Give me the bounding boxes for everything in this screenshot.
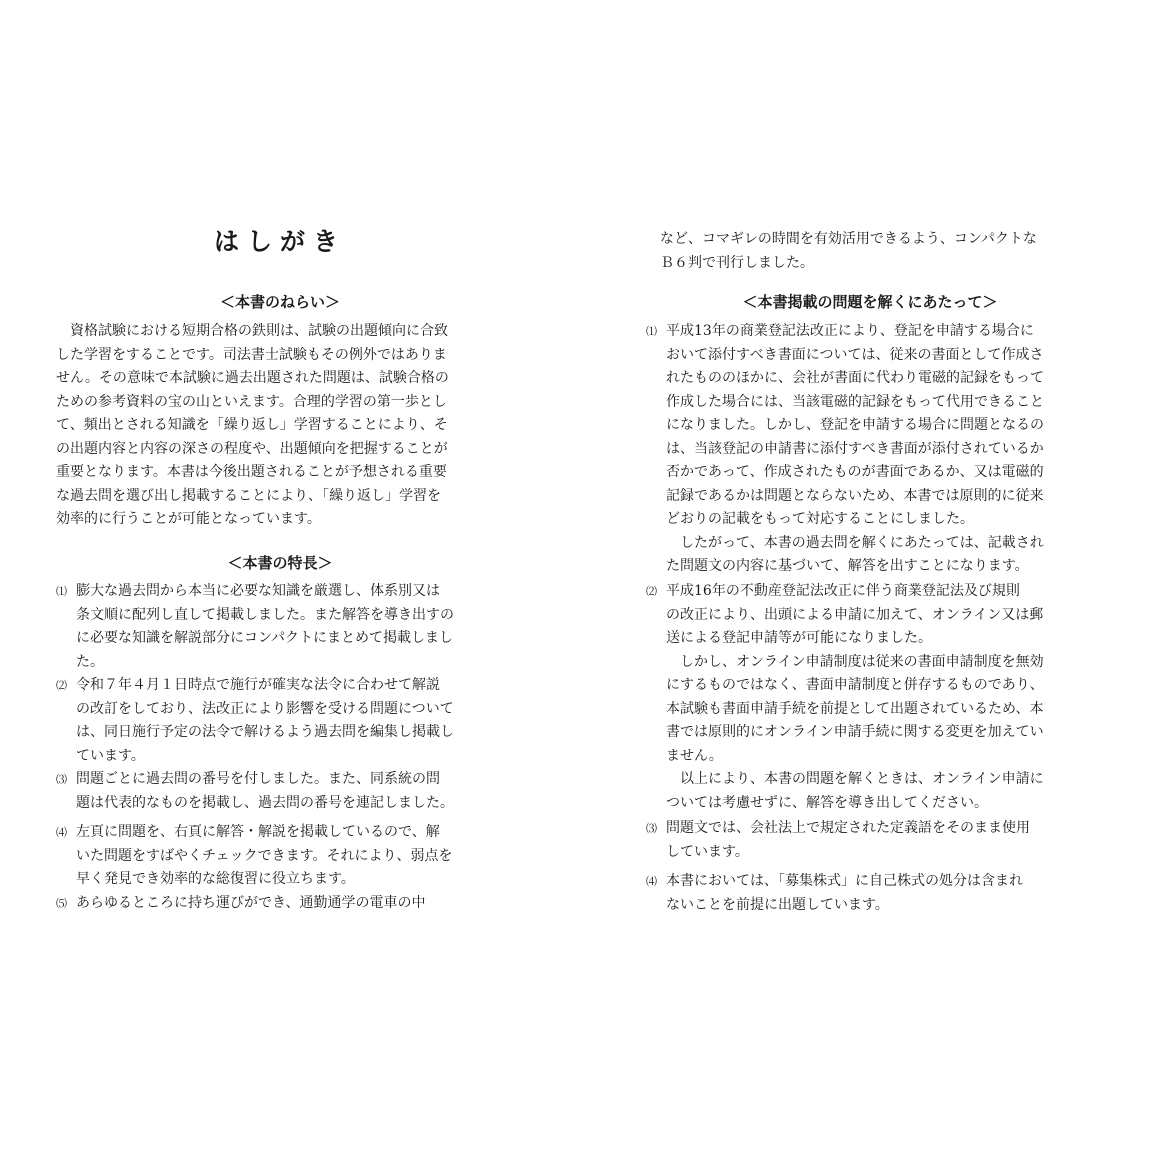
text-line: どおりの記載をもって対応することにしました。 <box>666 511 974 527</box>
text-line: ための参考資料の宝の山といえます。合理的学習の第一歩とし <box>56 393 447 410</box>
text-line: た。 <box>76 653 104 670</box>
text-line: ついては考慮せずに、解答を導き出してください。 <box>666 794 988 811</box>
aim-heading: ＜本書のねらい＞ <box>219 293 340 311</box>
text-line: した学習をすることです。司法書士試験もその例外ではありま <box>56 346 447 363</box>
feature-item <box>56 580 504 674</box>
text-line: 資格試験における短期合格の鉄則は、試験の出題傾向に合致 <box>70 323 448 339</box>
text-line: に必要な知識を解説部分にコンパクトにまとめて掲載しまし <box>76 630 454 646</box>
page-title: はしがき <box>213 227 346 256</box>
item-number: ⑵ <box>56 679 67 692</box>
text-line: しかし、オンライン申請制度は従来の書面申請制度を無効 <box>680 653 1044 670</box>
text-line: た問題文の内容に基づいて、解答を出すことになります。 <box>666 558 1029 574</box>
text-line: ません。 <box>666 747 723 764</box>
item-number: ⑴ <box>646 325 657 338</box>
text-line: 平成16年の不動産登記法改正に伴う商業登記法及び規則 <box>666 583 1020 599</box>
text-line: 早く発見でき効率的な総復習に役立ちます。 <box>76 871 355 887</box>
item-number: ⑶ <box>646 822 657 835</box>
approach-heading: ＜本書掲載の問題を解くにあたって＞ <box>742 293 998 311</box>
text-line: 問題文では、会社法上で規定された定義語をそのまま使用 <box>666 820 1030 836</box>
item-number: ⑷ <box>646 875 657 888</box>
text-line: 作成した場合には、当該電磁的記録をもって代用できること <box>666 393 1044 410</box>
feature-item <box>56 768 504 815</box>
text-line: など、コマギレの時間を有効活用できるよう、コンパクトな <box>660 231 1037 247</box>
approach-item <box>646 817 1094 864</box>
feature-item <box>56 892 504 916</box>
text-line: 記録であるかは問題とならないため、本書では原則的に従来 <box>666 487 1044 504</box>
text-line: 令和７年４月１日時点で施行が確実な法令に合わせて解説 <box>76 677 440 693</box>
item-number: ⑶ <box>56 773 67 786</box>
continuation-paragraph <box>646 228 1094 275</box>
text-line: れたもののほかに、会社が書面に代わり電磁的記録をもって <box>666 370 1044 386</box>
text-line: 条文順に配列し直して掲載しました。また解答を導き出すの <box>76 606 454 623</box>
text-line: せん。その意味で本試験に過去出題された問題は、試験合格の <box>56 370 449 386</box>
text-line: したがって、本書の過去問を解くにあたっては、記載され <box>680 534 1044 551</box>
text-line: 題は代表的なものを掲載し、過去問の番号を連記しました。 <box>76 794 454 811</box>
text-line: の改正により、出頭による申請に加えて、オンライン又は郵 <box>666 606 1044 623</box>
text-line: 本書においては、「募集株式」に自己株式の処分は含まれ <box>666 873 1023 889</box>
text-line: の改訂をしており、法改正により影響を受ける問題について <box>76 700 454 717</box>
approach-item <box>646 870 1094 917</box>
text-line: て、頻出とされる知識を「繰り返し」学習することにより、そ <box>56 417 448 433</box>
text-line: おいて添付すべき書面については、従来の書面として作成さ <box>666 346 1044 363</box>
text-line: 重要となります。本書は今後出題されることが予想される重要 <box>56 464 447 480</box>
approach-item <box>646 580 1094 815</box>
item-number: ⑸ <box>56 897 67 910</box>
item-number: ⑵ <box>646 585 657 598</box>
feature-item <box>56 674 504 768</box>
text-line: いた問題をすばやくチェックできます。それにより、弱点を <box>76 847 453 864</box>
text-line: は、当該登記の申請書に添付すべき書面が添付されているか <box>666 440 1044 457</box>
text-line: ています。 <box>76 747 145 764</box>
text-line: な過去問を選び出し掲載することにより、「繰り返し」学習を <box>56 487 441 504</box>
text-line: は、同日施行予定の法令で解けるよう過去問を編集し掲載し <box>76 724 454 740</box>
text-line: 本試験も書面申請手続を前提として出題されているため、本 <box>666 700 1044 717</box>
text-line: にするものではなく、書面申請制度と併存するものであり、 <box>666 677 1044 693</box>
item-number: ⑴ <box>56 585 67 598</box>
aim-paragraph <box>56 320 504 532</box>
features-heading: ＜本書の特長＞ <box>227 554 333 572</box>
text-line: ないことを前提に出題しています。 <box>666 896 889 913</box>
text-line: 否かであって、作成されたものが書面であるか、又は電磁的 <box>666 464 1044 480</box>
text-line: Ｂ６判で刊行しました。 <box>660 254 814 271</box>
text-line: になりました。しかし、登記を申請する場合に問題となるの <box>666 417 1044 433</box>
item-number: ⑷ <box>56 826 67 839</box>
text-line: 以上により、本書の問題を解くときは、オンライン申請に <box>680 771 1044 787</box>
text-line: の出題内容と内容の深さの程度や、出題傾向を把握することが <box>56 440 448 457</box>
text-line: 送による登記申請等が可能になりました。 <box>666 630 932 646</box>
text-line: 書では原則的にオンライン申請手続に関する変更を加えてい <box>666 724 1044 740</box>
text-line: しています。 <box>666 843 749 860</box>
feature-item <box>56 821 504 892</box>
text-line: あらゆるところに持ち運びができ、通勤通学の電車の中 <box>76 895 426 911</box>
text-line: 膨大な過去問から本当に必要な知識を厳選し、体系別又は <box>76 583 440 599</box>
text-line: 効率的に行うことが可能となっています。 <box>56 511 321 527</box>
text-line: 左頁に問題を、右頁に解答・解説を掲載しているので、解 <box>76 824 440 840</box>
text-line: 平成13年の商業登記法改正により、登記を申請する場合に <box>666 323 1034 339</box>
text-line: 問題ごとに過去問の番号を付しました。また、同系統の問 <box>76 771 440 787</box>
approach-item <box>646 320 1094 579</box>
